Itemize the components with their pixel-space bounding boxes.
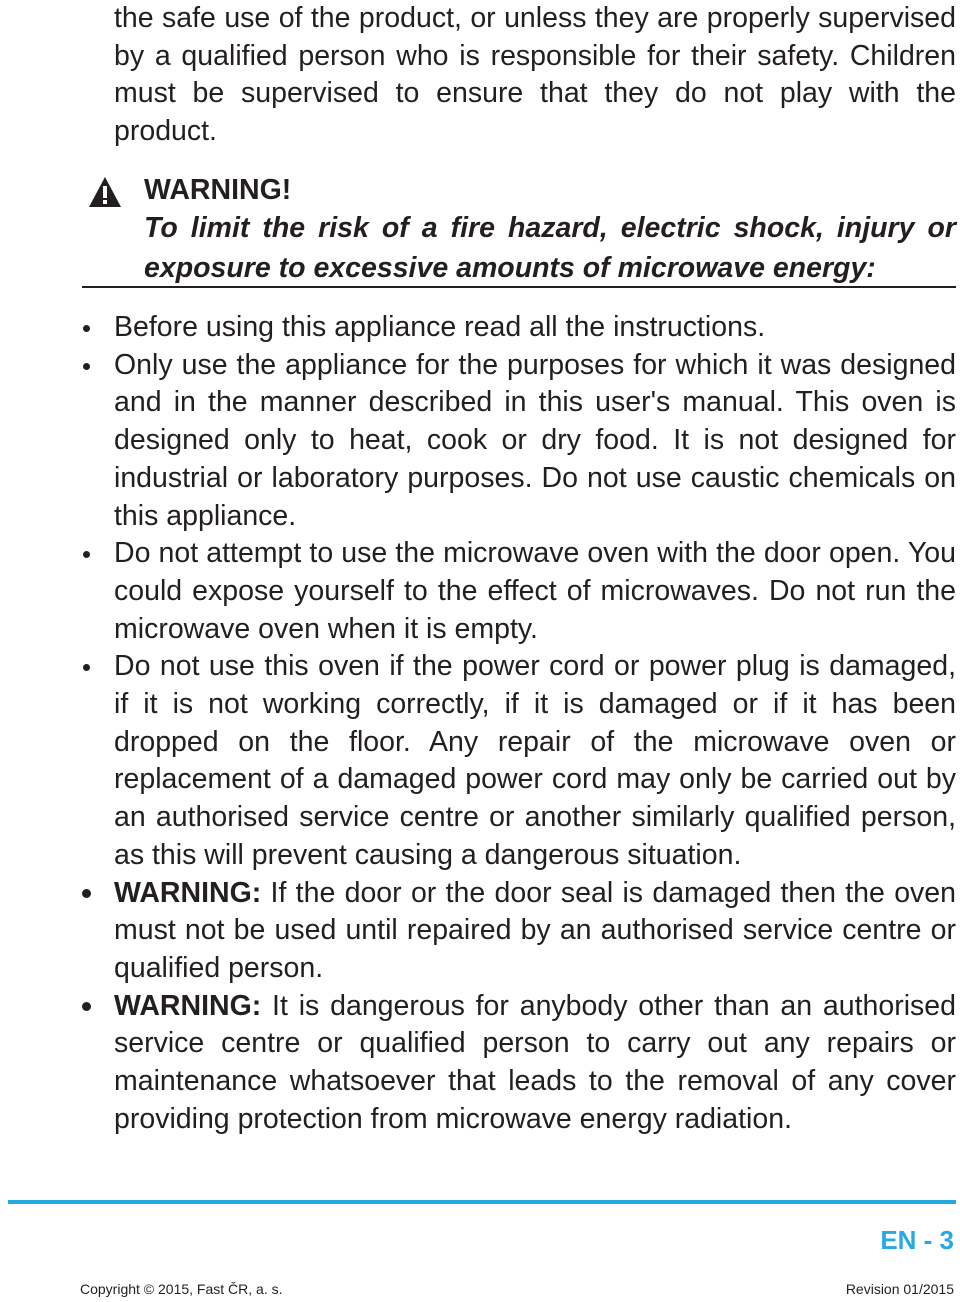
warning-text: To limit the risk of a fire hazard, electric shock, injury or exposure to excessive amounts of microwave energy: — [144, 212, 956, 284]
list-item-text: Do not attempt to use the microwave oven with the door open. You could expose yourself to the effect of microwaves. Do not run the microwave oven when it is empty. — [114, 537, 956, 645]
warning-label: WARNING: — [114, 876, 262, 909]
intro-paragraph: the safe use of the product, or unless they are properly supervised by a qualified person who is responsible for their safety. Children must be supervised to ensure that they do not play with the product. — [114, 2, 956, 147]
list-item-text: Only use the appliance for the purposes for which it was designed and in the manner described in this user's manual. This oven is designed only to heat, cook or dry food. It is not designed for industrial or laboratory purposes. Do not use caustic chemicals on this appliance. — [114, 348, 956, 532]
bullet-icon — [83, 363, 90, 370]
list-item — [80, 535, 956, 648]
warning-box — [82, 168, 956, 288]
list-item-text: Before using this appliance read all the instructions. — [114, 311, 766, 343]
copyright-text: Copyright © 2015, Fast ČR, a. s. — [80, 1281, 283, 1297]
list-item — [80, 648, 956, 874]
list-item-text: If the door or the door seal is damaged then the oven must not be used until repaired by an authorised service centre or qualified person. — [114, 876, 956, 984]
revision-text: Revision 01/2015 — [845, 1281, 954, 1297]
bullet-icon — [83, 551, 90, 558]
bullet-icon — [83, 325, 90, 332]
warning-label: WARNING: — [114, 989, 262, 1022]
list-item-text: Do not use this oven if the power cord or power plug is damaged, if it is not working correctly, if it is damaged or if it has been dropped on the floor. Any repair of the microwave oven or replacement of a damaged power cord may only be carried out by an authorised service centre or another similarly qualified person, as this will prevent causing a dangerous situation. — [114, 650, 956, 871]
list-item — [80, 309, 956, 347]
bullet-icon — [83, 664, 90, 671]
list-item — [80, 875, 956, 988]
warning-title: WARNING! — [144, 174, 292, 206]
footer-divider — [8, 1200, 956, 1204]
list-item — [80, 347, 956, 536]
bullet-icon — [82, 1002, 91, 1011]
list-item — [80, 988, 956, 1139]
list-item-text: It is dangerous for anybody other than an authorised service centre or qualified person to carry out any repairs or maintenance whatsoever that leads to the removal of any cover providing protection from microwave energy radiation. — [114, 989, 956, 1135]
bullet-icon — [82, 889, 91, 898]
safety-instructions-list — [80, 309, 956, 1138]
page-number: EN - 3 — [880, 1225, 954, 1255]
warning-triangle-icon — [88, 176, 122, 208]
